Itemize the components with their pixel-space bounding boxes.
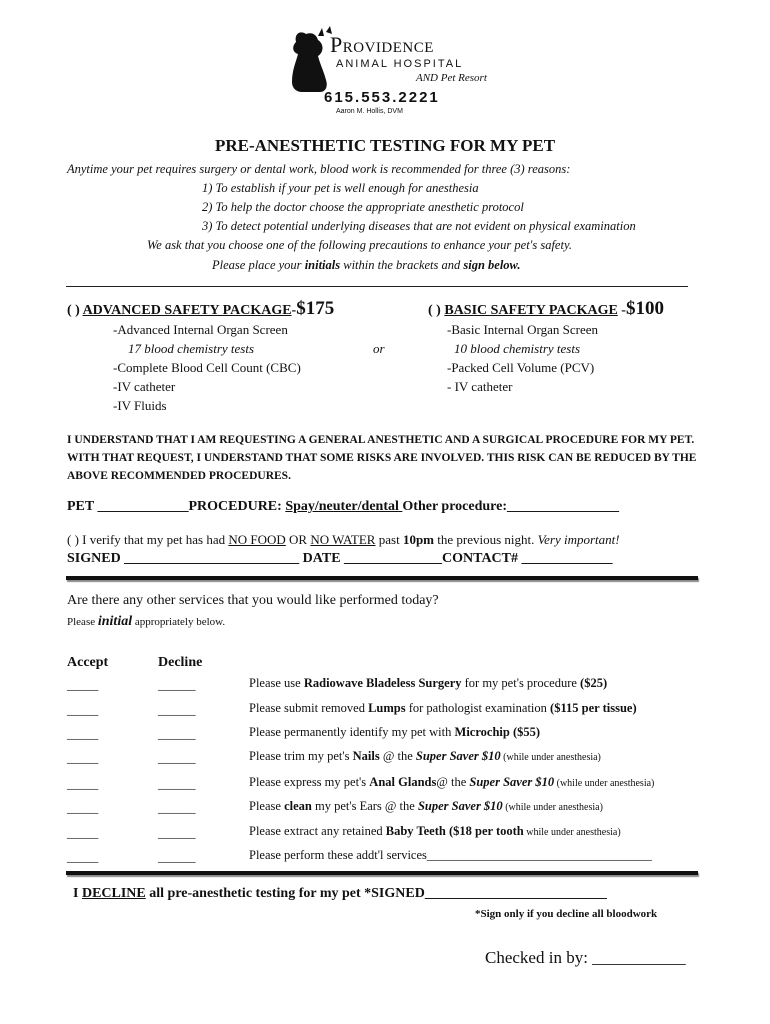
clinic-phone: 615.553.2221 <box>324 89 440 106</box>
advanced-item: 17 blood chemistry tests <box>128 341 255 356</box>
advanced-bracket[interactable]: ( ) <box>67 303 80 318</box>
reason-2: 2) To help the doctor choose the appropriate anesthetic protocol <box>202 200 524 214</box>
service-item: Please extract any retained Baby Teeth ($18 per tooth while under anesthesia) <box>249 824 621 838</box>
checked-in-line[interactable]: Checked in by: ___________ <box>485 948 686 967</box>
basic-item: - IV catheter <box>447 379 513 394</box>
sign-note: *Sign only if you decline all bloodwork <box>475 908 658 920</box>
reason-3: 3) To detect potential underlying diseases that are not evident on physical examination <box>202 219 636 233</box>
form-title: PRE-ANESTHETIC TESTING FOR MY PET <box>214 136 556 155</box>
thick-divider <box>66 871 698 875</box>
services-question: Are there any other services that you would like performed today? <box>67 593 439 608</box>
services-instruction: Please initial appropriately below. <box>67 614 226 629</box>
accept-header: Accept <box>67 655 109 670</box>
basic-price: $100 <box>625 298 664 319</box>
decline-header: Decline <box>158 655 203 670</box>
accept-blank[interactable]: _____ <box>67 777 99 791</box>
decline-blank[interactable]: ______ <box>158 801 196 815</box>
accept-blank[interactable]: _____ <box>67 826 99 840</box>
logo-resort: AND Pet Resort <box>416 72 487 84</box>
pet-procedure-line[interactable]: PET _____________PROCEDURE: Spay/neuter/dental Other procedure:________________ <box>67 499 619 514</box>
dog-cat-silhouette-icon <box>286 26 334 96</box>
place-initials-line: Please place your initials within the brackets and sign below. <box>212 258 521 272</box>
decline-blank[interactable]: ______ <box>158 703 196 717</box>
accept-blank[interactable]: _____ <box>67 703 99 717</box>
advanced-item: -IV Fluids <box>113 398 167 413</box>
advanced-item: -Advanced Internal Organ Screen <box>113 322 288 337</box>
basic-item: 10 blood chemistry tests <box>454 341 581 356</box>
advanced-package-label: ADVANCED SAFETY PACKAGE <box>82 303 292 318</box>
accept-blank[interactable]: _____ <box>67 850 99 864</box>
decline-blank[interactable]: ______ <box>158 850 196 864</box>
ask-line: We ask that you choose one of the following precautions to enhance your pet's safety. <box>147 238 572 252</box>
accept-blank[interactable]: _____ <box>67 727 99 741</box>
accept-blank[interactable]: _____ <box>67 751 99 765</box>
consent-paragraph: I UNDERSTAND THAT I AM REQUESTING A GENERAL ANESTHETIC AND A SURGICAL PROCEDURE FOR MY PET. WITH THAT REQUEST, I UNDERSTAND THAT SOME RISKS ARE INVOLVED. THIS RISK CAN BE REDUCED BY THE ABOVE RECOMMENDED PROCEDURES. <box>67 434 697 482</box>
advanced-price: $175 <box>296 298 335 319</box>
decline-blank[interactable]: ______ <box>158 777 196 791</box>
service-item: Please use Radiowave Bladeless Surgery for my pet's procedure ($25) <box>249 676 608 690</box>
advanced-item: -IV catheter <box>113 379 176 394</box>
service-item: Please permanently identify my pet with Microchip ($55) <box>249 725 541 739</box>
decline-blank[interactable]: ______ <box>158 678 196 692</box>
service-item: Please clean my pet's Ears @ the Super Saver $10 (while under anesthesia) <box>249 799 603 813</box>
decline-blank[interactable]: ______ <box>158 751 196 765</box>
basic-package-label: BASIC SAFETY PACKAGE <box>444 303 618 318</box>
clinic-logo <box>286 22 496 122</box>
service-item: Please express my pet's Anal Glands@ the Super Saver $10 (while under anesthesia) <box>249 775 655 789</box>
accept-blank[interactable]: _____ <box>67 801 99 815</box>
thick-divider <box>66 576 698 580</box>
divider <box>66 286 688 287</box>
basic-item: -Packed Cell Volume (PCV) <box>447 360 595 375</box>
basic-item: -Basic Internal Organ Screen <box>447 322 599 337</box>
logo-name: Providence <box>330 32 434 57</box>
decline-blank[interactable]: ______ <box>158 826 196 840</box>
intro-line: Anytime your pet requires surgery or dental work, blood work is recommended for three (3) reasons: <box>67 162 571 176</box>
service-item: Please trim my pet's Nails @ the Super Saver $10 (while under anesthesia) <box>249 749 601 763</box>
accept-blank[interactable]: _____ <box>67 678 99 692</box>
service-item: Please perform these addt'l services____________________________________ <box>249 848 652 862</box>
decline-blank[interactable]: ______ <box>158 727 196 741</box>
service-item: Please submit removed Lumps for pathologist examination ($115 per tissue) <box>249 701 637 715</box>
verify-fasting-line[interactable]: ( ) I verify that my pet has had NO FOOD OR NO WATER past 10pm the previous night. Very important! <box>67 532 620 547</box>
basic-package-option[interactable]: ( ) BASIC SAFETY PACKAGE -$100 <box>428 298 664 319</box>
doctor-name: Aaron M. Hollis, DVM <box>336 108 403 115</box>
basic-bracket[interactable]: ( ) <box>428 303 441 318</box>
advanced-package-option[interactable]: ( ) ADVANCED SAFETY PACKAGE-$175 <box>67 298 335 319</box>
advanced-item: -Complete Blood Cell Count (CBC) <box>113 360 301 375</box>
or-separator: or <box>373 341 385 356</box>
decline-all-line[interactable]: I DECLINE all pre-anesthetic testing for my pet *SIGNED__________________________ <box>73 886 607 901</box>
logo-subtitle: ANIMAL HOSPITAL <box>336 58 464 70</box>
reason-1: 1) To establish if your pet is well enough for anesthesia <box>202 181 479 195</box>
signed-date-contact-line[interactable]: SIGNED _________________________ DATE ______________CONTACT# _____________ <box>67 551 613 566</box>
